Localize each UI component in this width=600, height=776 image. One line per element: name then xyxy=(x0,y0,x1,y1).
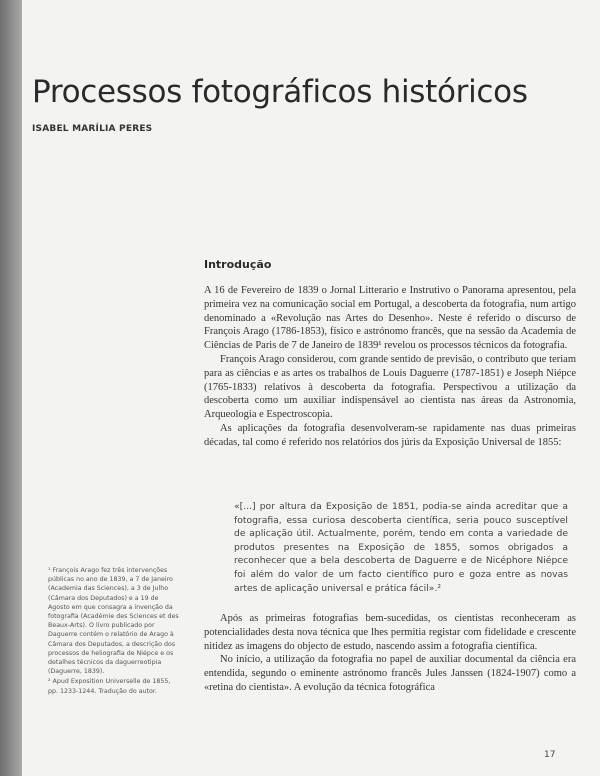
page-number: 17 xyxy=(544,750,556,760)
block-quote: «[...] por altura da Exposição de 1851, podia-se ainda acreditar que a fotografia, essa curiosa descoberta científica, seria pouco susceptível de aplicação útil. Actualmente, porém, tendo em conta a variedade de produtos presentes na Exposição de 1855, somos obrigados a reconhecer que a bela descoberta de Daguerre e de Nicéphore Niépce foi além do valor de um facto científico puro e goza entre as novas artes de aplicação universal e prática fácil».² xyxy=(234,501,568,594)
article-title: Processos fotográficos históricos xyxy=(32,74,528,110)
paragraph: François Arago considerou, com grande sentido de previsão, o contributo que teriam para as ciências e as artes os trabalhos de Louis Daguerre (1787-1851) e Joseph Niépce (1765-1833) relativos à descoberta da fotografia. Perspectivou a utilização da descoberta como um auxiliar indispensável ao cientista nas áreas da Astronomia, Arqueologia e Espectroscopia. xyxy=(204,353,576,421)
body-text-top xyxy=(204,284,576,450)
paragraph: Após as primeiras fotografias bem-sucedidas, os cientistas reconheceram as potencialidades desta nova técnica que lhes permitia registar com fidelidade e crescente nitidez as imagens do objecto de estudo, nascendo assim a fotografia científica. xyxy=(204,613,576,652)
paragraph: As aplicações da fotografia desenvolveram-se rapidamente nas duas primeiras décadas, tal como é referido nos relatórios dos júris da Exposição Universal de 1855: xyxy=(204,422,576,448)
footnotes xyxy=(48,566,180,697)
section-heading: Introdução xyxy=(204,258,272,271)
document-page xyxy=(22,0,600,776)
paragraph: No início, a utilização da fotografia no papel de auxiliar documental da ciência era entendida, segundo o eminente astrónomo francês Jules Janssen (1824-1907) como a «retina do cientista». A evolução da técnica fotográfica xyxy=(204,654,576,693)
article-author: ISABEL MARÍLIA PERES xyxy=(32,124,153,134)
paragraph: A 16 de Fevereiro de 1839 o Jornal Litterario e Instrutivo o Panorama apresentou, pela primeira vez na comunicação social em Portugal, a descoberta da fotografia, num artigo denominado a «Revolução nas Artes do Desenho». Neste é referido o discurso de François Arago (1786-1853), físico e astrónomo francês, que na sessão da Academia de Ciências de Paris de 7 de Janeiro de 1839¹ revelou os processos técnicos da fotografia. xyxy=(204,285,576,352)
footnote: ¹ François Arago fez três intervenções públicas no ano de 1839, a 7 de Janeiro (Academia das Sciences), a 3 de Julho (Câmara dos Deputados) e a 19 de Agosto em que consagra a invenção da fotografia (Académie des Sciences et des Beaux-Arts). O livro publicado por Daguerre contém o relatório de Arago à Câmara dos Deputados, a descrição dos processos de heliografia de Niépce e os detalhes técnicos da daguerreotipia (Daguerre, 1839). xyxy=(48,567,179,676)
body-text-bottom xyxy=(204,612,576,695)
page-gutter-shadow xyxy=(0,0,22,776)
footnote: ² Apud Exposition Universelle de 1855, pp. 1233-1244. Tradução do autor. xyxy=(48,678,171,695)
